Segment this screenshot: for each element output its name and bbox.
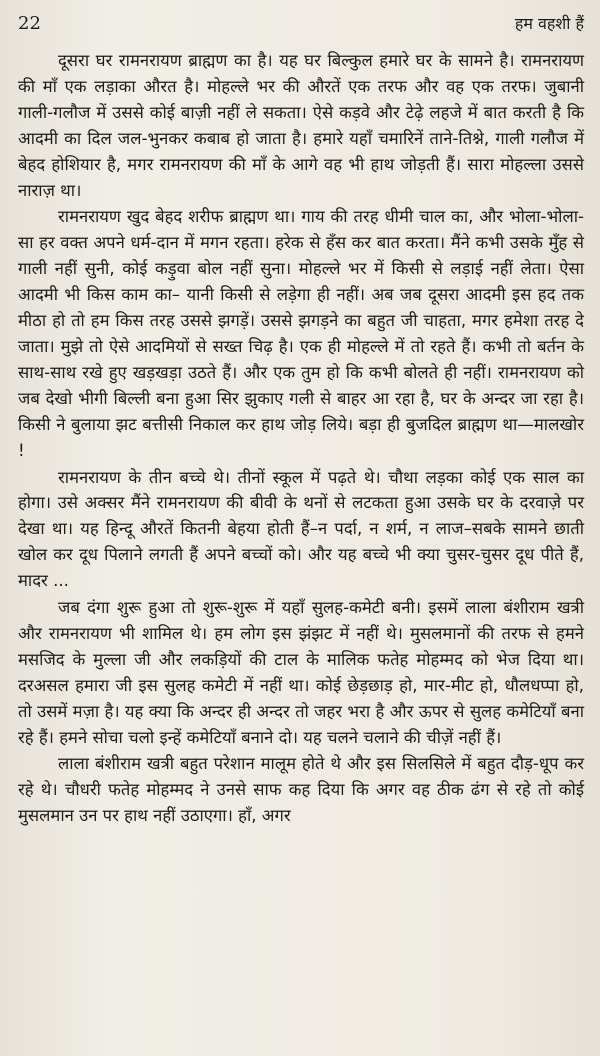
body-text — [18, 48, 584, 829]
page-header — [18, 14, 586, 36]
paragraph-1: दूसरा घर रामनरायण ब्राह्मण का है। यह घर बिल्कुल हमारे घर के सामने है। रामनरायण की माँ एक लड़ाका औरत है। मोहल्ले भर की औरतें एक तरफ और वह एक तरफ। जुबानी गाली-गलौज में उससे कोई बाज़ी नहीं ले सकता। ऐसे कड़वे और टेढ़े लहजे में बात करती है कि आदमी का दिल जल-भुनकर कबाब हो जाता है। हमारे यहाँ चमारिनें ताने-तिश्ने, गाली गलौज में बेहद होशियार है, मगर रामनरायण की माँ के आगे वह भी हाथ जोड़ती हैं। सारा मोहल्ला उससे नाराज़ था। — [18, 51, 584, 200]
paragraph-5: लाला बंशीराम खत्री बहुत परेशान मालूम होते थे और इस सिलसिले में बहुत दौड़-धूप कर रहे थे। चौधरी फतेह मोहम्मद ने उनसे साफ कह दिया कि अगर वह ठीक ढंग से रहे तो कोई मुसलमान उन पर हाथ नहीं उठाएगा। हाँ, अगर — [18, 754, 584, 826]
paragraph-3: रामनरायण के तीन बच्चे थे। तीनों स्कूल में पढ़ते थे। चौथा लड़का कोई एक साल का होगा। उसे अक्सर मैंने रामनरायण की बीवी के थनों से लटकता हुआ उसके घर के दरवाज़े पर देखा था। यह हिन्दू औरतें कितनी बेहया होती हैं–न पर्दा, न शर्म, न लाज–सबके सामने छाती खोल कर दूध पिलाने लगती हैं अपने बच्चों को। और यह बच्चे भी क्या चुसर-चुसर दूध पीते हैं, मादर ... — [18, 467, 584, 591]
paragraph-4: जब दंगा शुरू हुआ तो शुरू-शुरू में यहाँ सुलह-कमेटी बनी। इसमें लाला बंशीराम खत्री और रामनरायण भी शामिल थे। हम लोग इस झंझट में नहीं थे। मुसलमानों की तरफ से हमने मसजिद के मुल्ला जी और लकड़ियों की टाल के मालिक फतेह मोहम्मद को भेज दिया था। दरअसल हमारा जी इस सुलह कमेटी में नहीं था। कोई छेड़छाड़ हो, मार-मीट हो, धौलधप्पा हो, तो उसमें मज़ा है। यह क्या कि अन्दर ही अन्दर तो जहर भरा है और ऊपर से सुलह कमेटियाँ बना रहे हैं। हमने सोचा चलो इन्हें कमेटियाँ बनाने दो। यह चलने चलाने की चीज़ें नहीं हैं। — [18, 598, 584, 747]
paragraph-2: रामनरायण खुद बेहद शरीफ ब्राह्मण था। गाय की तरह धीमी चाल का, और भोला-भोला-सा हर वक्त अपने धर्म-दान में मगन रहता। हरेक से हँस कर बात करता। मैंने कभी उसके मुँह से गाली नहीं सुनी, कोई कड़ुवा बोल नहीं सुना। मोहल्ले भर में किसी से लड़ाई नहीं लेता। ऐसा आदमी भी किस काम का– यानी किसी से लड़ेगा ही नहीं। अब जब दूसरा आदमी इस हद तक मीठा हो तो हम किस तरह उससे झगड़ें। उससे झगड़ने का बहुत जी चाहता, मगर हमेशा तरह दे जाता। मुझे तो ऐसे आदमियों से सख्त चिढ़ है। एक ही मोहल्ले में तो रहते हैं। कभी तो बर्तन के साथ-साथ रखे हुए खड़खड़ा उठते हैं। और एक तुम हो कि कभी बोलते ही नहीं। रामनरायण को जब देखो भीगी बिल्ली बना हुआ सिर झुकाए गली से बाहर आ रहा है, घर के अन्दर जा रहा है। किसी ने बुलाया झट बत्तीसी निकाल कर हाथ जोड़ लिये। बड़ा ही बुजदिल ब्राह्मण था—मालखोर ! — [18, 207, 584, 460]
page-number: 22 — [18, 13, 41, 34]
running-title: हम वहशी हैं — [514, 14, 584, 33]
